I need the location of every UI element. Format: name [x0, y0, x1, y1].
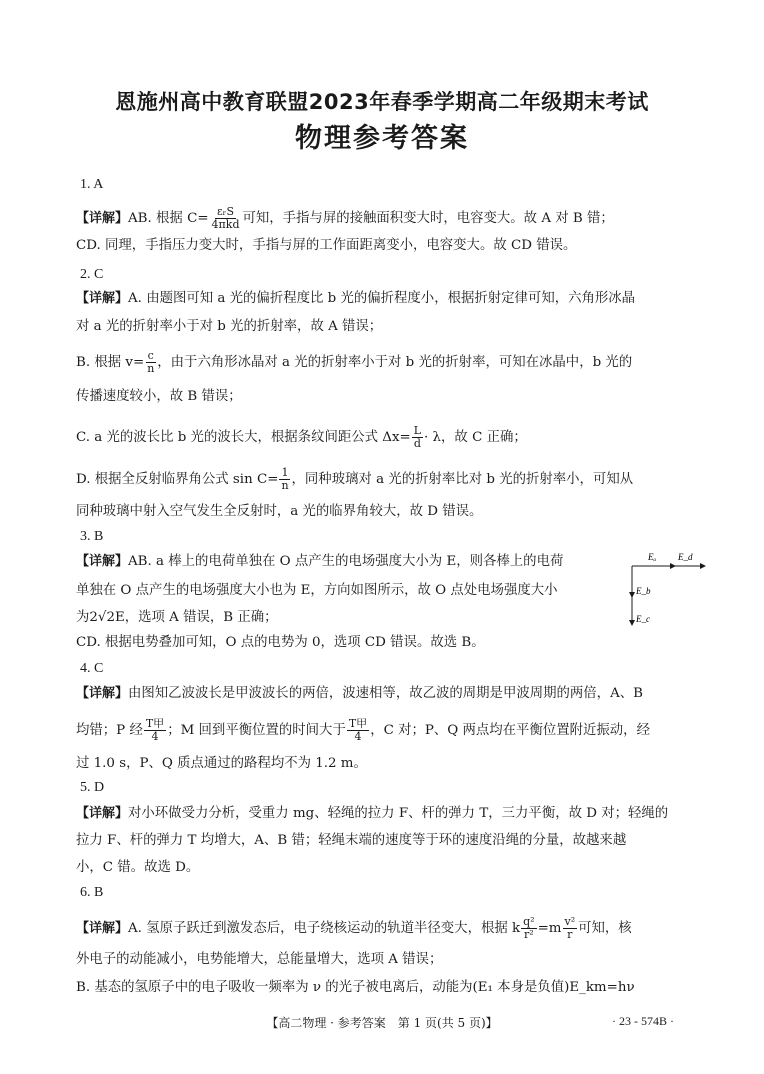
q1-number: 1. A [80, 177, 104, 192]
q1-line1: 【详解】AB. 根据 C= $\frac{\text{εᵣS}}{\text{4πkd}}$ 可知，手指与屏的接触面积变大时，电容变大。故 A 对 B 错； [76, 205, 614, 231]
vector-label-ea: Eₐ [648, 552, 657, 562]
q6-line1: 【详解】A. 氢原子跃迁到激发态后，电子绕核运动的轨道半径变大，根据 k $\frac{\text{q²}}{\text{r²}}$ =m $\frac{\text{v²}}{r}$ 可知，核 [76, 915, 632, 941]
q5-line3: 小，C 错。故选 D。 [76, 860, 200, 875]
q3-line3: 为2√2E，选项 A 错误，B 正确； [76, 610, 278, 625]
vector-label-eb: E_b [636, 586, 651, 596]
footer-text: 【高二物理 · 参考答案 第 1 页(共 5 页)】 [266, 1016, 498, 1030]
detail-tag: 【详解】 [76, 211, 129, 226]
arrow-right-icon [670, 563, 676, 569]
detail-tag: 【详解】 [76, 806, 129, 821]
q6-line3: B. 基态的氢原子中的电子吸收一频率为 ν 的光子被电离后，动能为(E₁ 本身是负值)E_km=hν [76, 980, 635, 995]
page-footer [0, 1014, 764, 1031]
velocity-fraction: $\frac{c}{n}$ [147, 349, 155, 375]
answer-title: 物理参考答案 [295, 123, 469, 154]
centripetal-fraction: $\frac{\text{v²}}{r}$ [564, 915, 576, 941]
detail-tag: 【详解】 [76, 291, 129, 306]
field-vector-diagram [628, 548, 708, 628]
q6-line2: 外电子的动能减小，电势能增大，总能量增大，选项 A 错误； [76, 952, 443, 967]
period-fraction: $\frac{\text{T甲}}{4}$ [348, 717, 368, 743]
q5-number: 5. D [80, 780, 105, 795]
q4-line1: 【详解】由图知乙波波长是甲波波长的两倍，波速相等，故乙波的周期是甲波周期的两倍，A、B [76, 686, 643, 701]
q5-line1: 【详解】对小环做受力分析，受重力 mg、轻绳的拉力 F、杆的弹力 T，三力平衡，故 D 对；轻绳的 [76, 806, 669, 821]
detail-tag: 【详解】 [76, 686, 129, 701]
q6-number: 6. B [80, 885, 104, 900]
arrow-right-icon [700, 563, 706, 569]
q4-line3: 过 1.0 s，P、Q 质点通过的路程均不为 1.2 m。 [76, 756, 367, 771]
q2-line4: 传播速度较小，故 B 错误； [76, 389, 242, 404]
q3-line2: 单独在 O 点产生的电场强度大小也为 E，方向如图所示，故 O 点处电场强度大小 [76, 583, 558, 598]
q3-line4: CD. 根据电势叠加可知，O 点的电势为 0，选项 CD 错误。故选 B。 [76, 635, 485, 650]
vector-label-ec: E_c [636, 614, 650, 624]
q5-line2: 拉力 F、杆的弹力 T 均增大，A、B 错；轻绳末端的速度等于环的速度沿绳的分量，故越来越 [76, 833, 627, 848]
vector-label-ed: E_d [678, 552, 693, 562]
period-fraction: $\frac{\text{T甲}}{4}$ [145, 717, 165, 743]
q2-line3: B. 根据 v= $\frac{c}{n}$ ，由于六角形冰晶对 a 光的折射率小于对 b 光的折射率，可知在冰晶中，b 光的 [76, 349, 633, 375]
q1-line2: CD. 同理，手指压力变大时，手指与屏的工作面距离变小，电容变大。故 CD 错误。 [76, 238, 577, 253]
q2-line7: 同种玻璃中射入空气发生全反射时，a 光的临界角较大，故 D 错误。 [76, 504, 483, 519]
q4-line2: 均错；P 经 $\frac{\text{T甲}}{4}$ ；M 回到平衡位置的时间大于 $\frac{\text{T甲}}{4}$ ，C 对；P、Q 两点均在平衡位置附近振动，经 [76, 717, 650, 743]
q2-line2: 对 a 光的折射率小于对 b 光的折射率，故 A 错误； [76, 319, 383, 334]
critical-angle-fraction: $\frac{1}{n}$ [281, 466, 289, 492]
q4-number: 4. C [80, 661, 104, 676]
arrow-down-icon [629, 620, 635, 626]
coulomb-fraction: $\frac{\text{q²}}{\text{r²}}$ [523, 915, 535, 941]
fringe-fraction: $\frac{L}{d}$ [413, 424, 422, 450]
paper-code: · 23 - 574B · [612, 1014, 674, 1028]
q2-line6: D. 根据全反射临界角公式 sin C= $\frac{1}{n}$ ，同种玻璃对 a 光的折射率比对 b 光的折射率小，可知从 [76, 466, 634, 492]
q3-number: 3. B [80, 529, 104, 544]
detail-tag: 【详解】 [76, 554, 129, 569]
capacitance-fraction: $\frac{\text{εᵣS}}{\text{4πkd}}$ [211, 205, 240, 231]
q3-line1: 【详解】AB. a 棒上的电荷单独在 O 点产生的电场强度大小为 E，则各棒上的电荷 [76, 554, 564, 569]
detail-tag: 【详解】 [76, 921, 129, 936]
q2-number: 2. C [80, 267, 104, 282]
q2-line5: C. a 光的波长比 b 光的波长大，根据条纹间距公式 Δx= $\frac{L}{d}$ · λ，故 C 正确； [76, 424, 527, 450]
q2-line1: 【详解】A. 由题图可知 a 光的偏折程度比 b 光的偏折程度小，根据折射定律可知，六角形冰晶 [76, 291, 636, 306]
exam-title: 恩施州高中教育联盟2023年春季学期高二年级期末考试 [115, 90, 649, 114]
arrow-down-icon [629, 592, 635, 598]
